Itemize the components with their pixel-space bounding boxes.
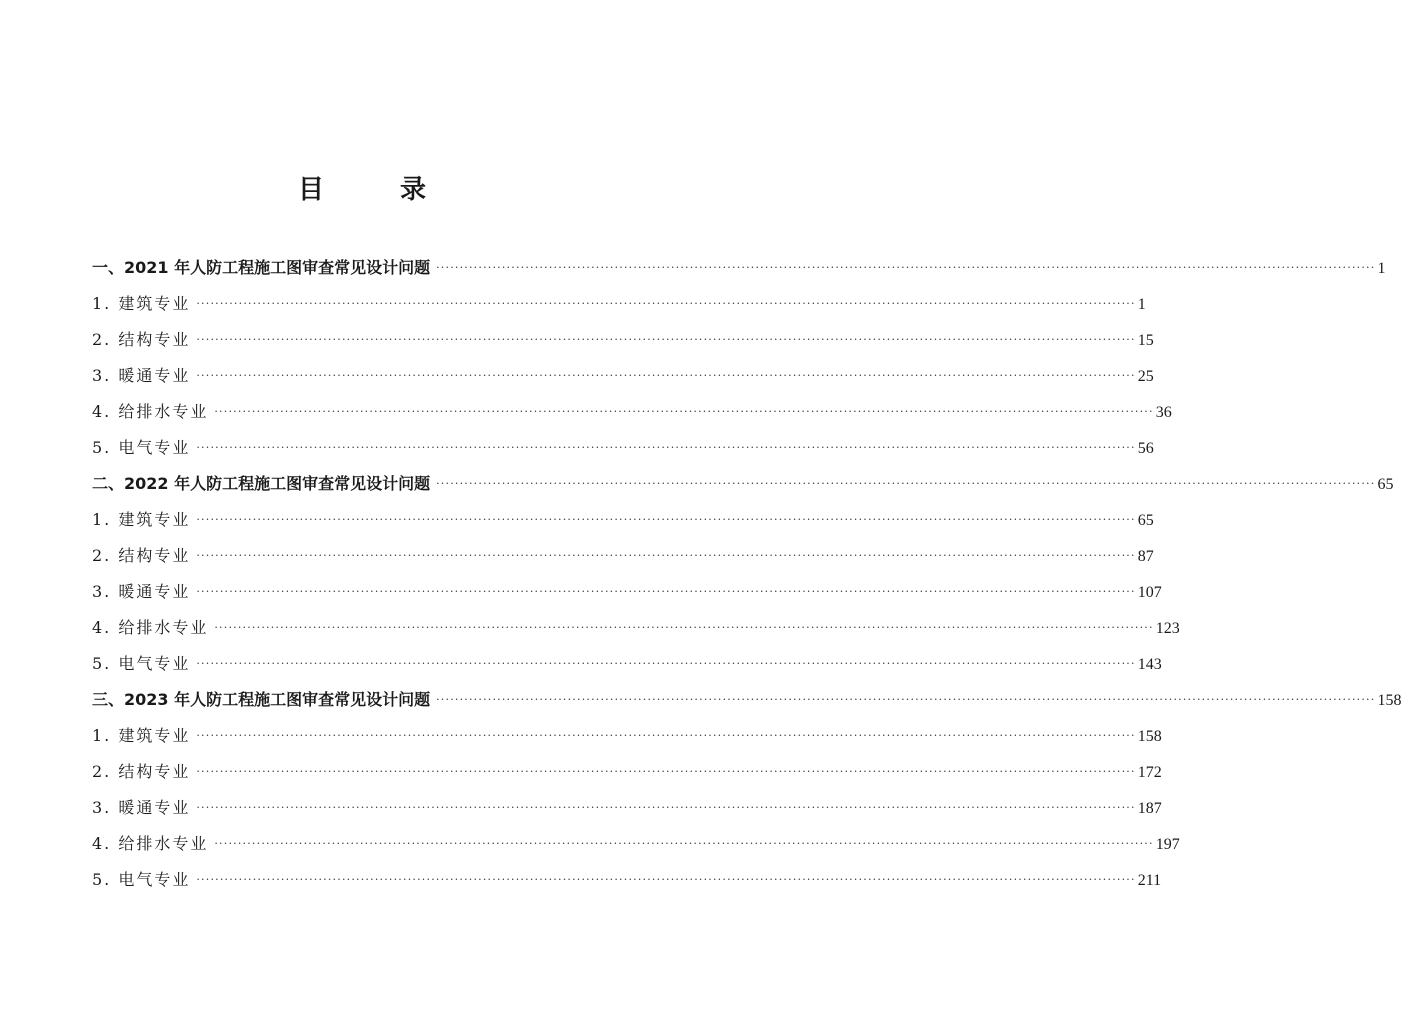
toc-leader: ········································································································································································································ xyxy=(196,369,1136,382)
toc-page-number: 15 xyxy=(1137,332,1154,349)
toc-item[interactable] xyxy=(92,286,1146,322)
toc-label: 二、2022 年人防工程施工图审查常见设计问题 xyxy=(92,474,431,493)
toc-page-number: 25 xyxy=(1137,368,1154,385)
toc-label: 1. 建筑专业 xyxy=(92,294,191,313)
toc-label: 3. 暖通专业 xyxy=(92,366,191,385)
toc-leader: ········································································································································································································ xyxy=(196,657,1136,670)
toc-leader: ········································································································································································································ xyxy=(196,441,1136,454)
toc-page-number: 158 xyxy=(1137,728,1162,745)
toc-label: 1. 建筑专业 xyxy=(92,510,191,529)
toc-item[interactable] xyxy=(92,358,1154,394)
toc-leader: ········································································································································································································ xyxy=(214,405,1154,418)
toc-item[interactable] xyxy=(92,862,1162,898)
toc-item[interactable] xyxy=(92,754,1162,790)
toc-item[interactable] xyxy=(92,826,1180,862)
toc-page-number: 172 xyxy=(1137,764,1162,781)
toc-item[interactable] xyxy=(92,718,1162,754)
toc-label: 4. 给排水专业 xyxy=(92,618,209,637)
toc-page-number: 143 xyxy=(1137,656,1162,673)
toc-label: 1. 建筑专业 xyxy=(92,726,191,745)
toc-label: 3. 暖通专业 xyxy=(92,798,191,817)
toc-label: 4. 给排水专业 xyxy=(92,834,209,853)
toc-page-number: 65 xyxy=(1137,512,1154,529)
toc-page-number: 56 xyxy=(1137,440,1154,457)
toc-item[interactable] xyxy=(92,538,1154,574)
toc-page-number: 65 xyxy=(1377,476,1394,493)
toc-label: 2. 结构专业 xyxy=(92,546,191,565)
toc-page-number: 87 xyxy=(1137,548,1154,565)
toc-leader: ········································································································································································································ xyxy=(196,297,1136,310)
toc-item[interactable] xyxy=(92,790,1162,826)
toc-section-2021[interactable] xyxy=(92,250,1386,286)
toc-page-number: 123 xyxy=(1155,620,1180,637)
toc-label: 3. 暖通专业 xyxy=(92,582,191,601)
toc-leader: ········································································································································································································ xyxy=(214,837,1154,850)
toc-leader: ········································································································································································································ xyxy=(196,765,1136,778)
toc-page-number: 187 xyxy=(1137,800,1162,817)
toc-leader: ········································································································································································································ xyxy=(436,693,1376,706)
toc-label: 4. 给排水专业 xyxy=(92,402,209,421)
toc-item[interactable] xyxy=(92,430,1154,466)
toc-leader: ········································································································································································································ xyxy=(196,333,1136,346)
table-of-contents xyxy=(92,250,1401,898)
toc-item[interactable] xyxy=(92,394,1172,430)
toc-label: 2. 结构专业 xyxy=(92,762,191,781)
toc-page-number: 158 xyxy=(1377,692,1401,709)
toc-item[interactable] xyxy=(92,502,1154,538)
toc-leader: ········································································································································································································ xyxy=(196,729,1136,742)
toc-item[interactable] xyxy=(92,646,1162,682)
toc-page-number: 107 xyxy=(1137,584,1162,601)
toc-label: 2. 结构专业 xyxy=(92,330,191,349)
toc-leader: ········································································································································································································ xyxy=(196,513,1136,526)
toc-item[interactable] xyxy=(92,610,1180,646)
toc-page-number: 36 xyxy=(1155,404,1172,421)
page-title xyxy=(0,170,724,210)
toc-label: 三、2023 年人防工程施工图审查常见设计问题 xyxy=(92,690,431,709)
toc-leader: ········································································································································································································ xyxy=(214,621,1154,634)
toc-item[interactable] xyxy=(92,322,1154,358)
page-title-char-1: 目 xyxy=(297,175,324,205)
toc-page-number: 1 xyxy=(1137,296,1146,313)
toc-label: 5. 电气专业 xyxy=(92,654,191,673)
page-title-char-2: 录 xyxy=(400,175,427,205)
toc-leader: ········································································································································································································ xyxy=(196,873,1136,886)
toc-section-2022[interactable] xyxy=(92,466,1394,502)
toc-item[interactable] xyxy=(92,574,1162,610)
toc-leader: ········································································································································································································ xyxy=(196,801,1136,814)
toc-label: 5. 电气专业 xyxy=(92,870,191,889)
toc-section-2023[interactable] xyxy=(92,682,1401,718)
toc-page-number: 1 xyxy=(1377,260,1386,277)
toc-label: 5. 电气专业 xyxy=(92,438,191,457)
toc-label: 一、2021 年人防工程施工图审查常见设计问题 xyxy=(92,258,431,277)
toc-page-number: 211 xyxy=(1137,872,1162,889)
toc-leader: ········································································································································································································ xyxy=(196,549,1136,562)
toc-leader: ········································································································································································································ xyxy=(436,477,1376,490)
toc-page-number: 197 xyxy=(1155,836,1180,853)
toc-leader: ········································································································································································································ xyxy=(436,261,1376,274)
toc-leader: ········································································································································································································ xyxy=(196,585,1136,598)
